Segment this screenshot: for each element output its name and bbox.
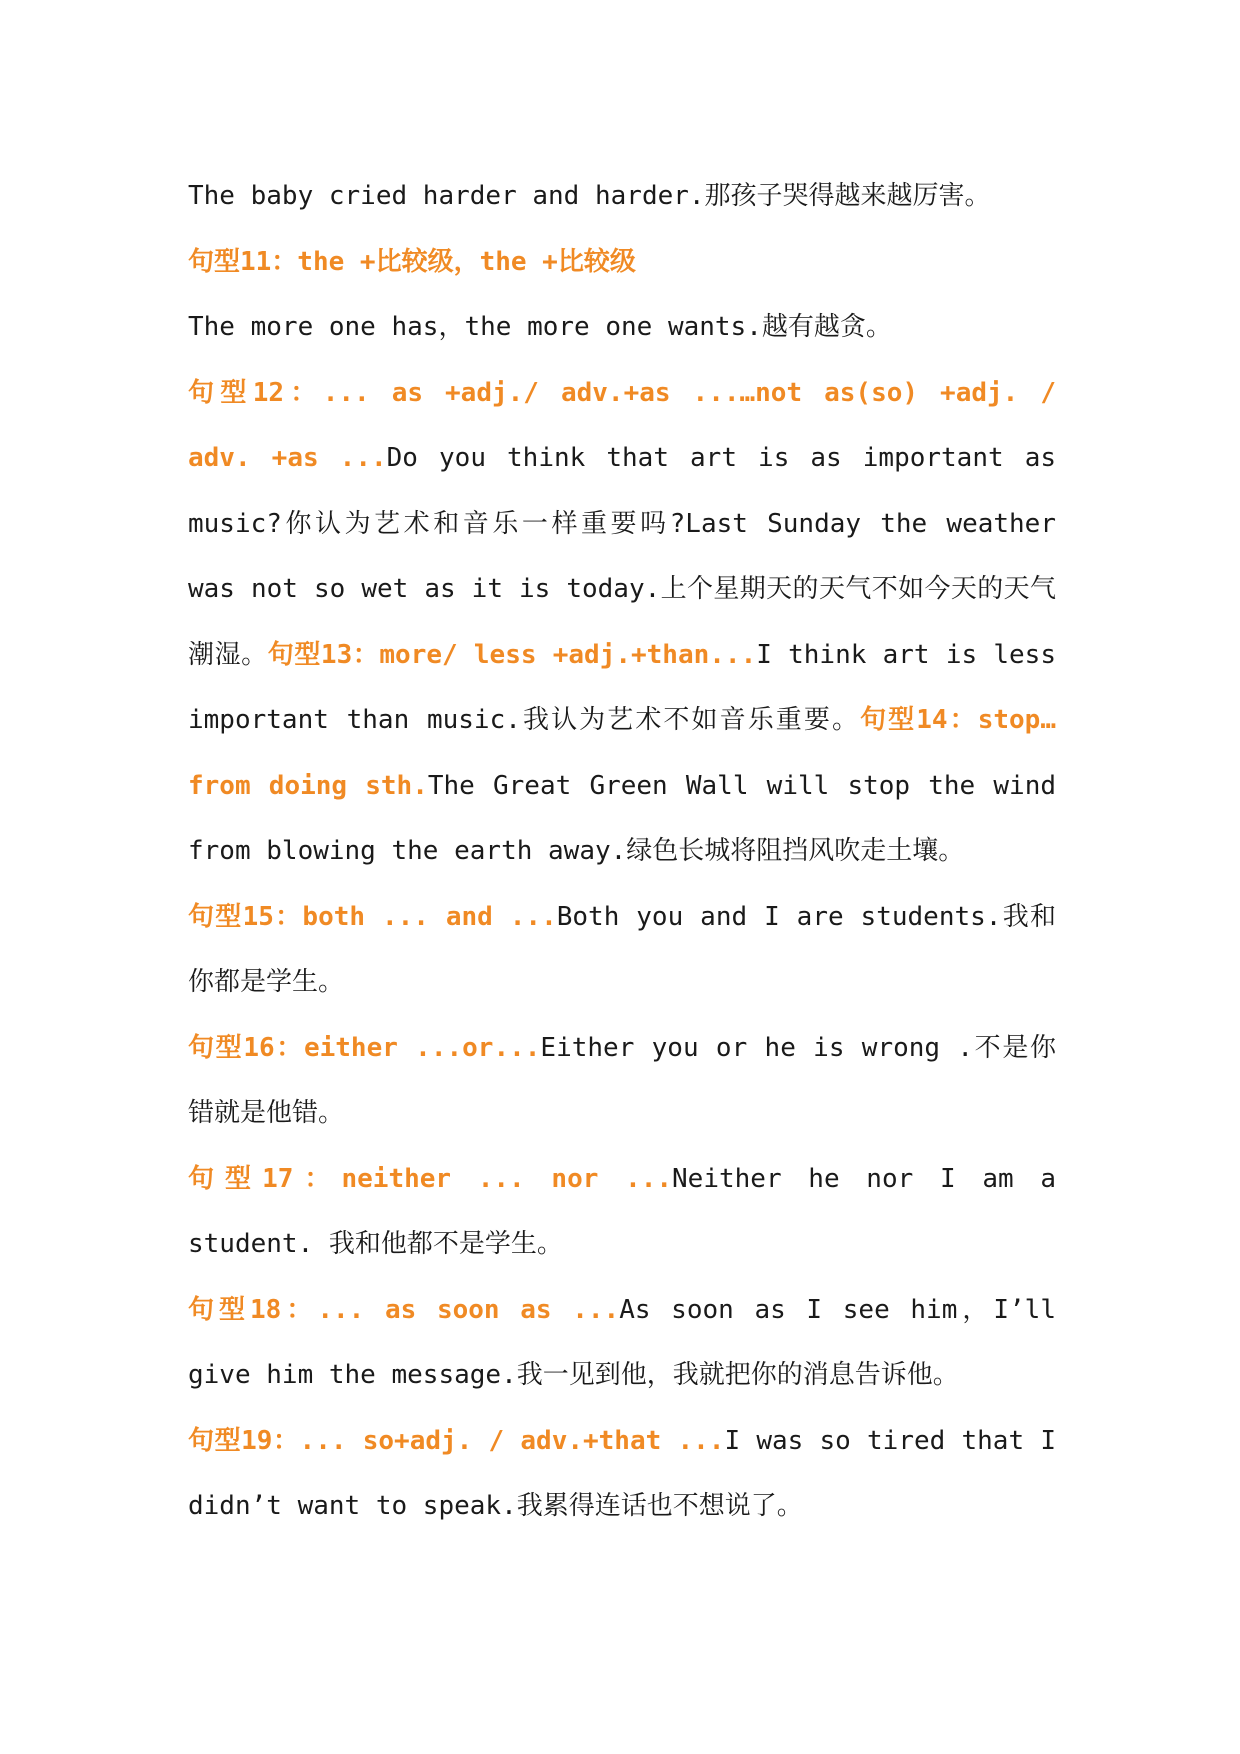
sentence-pattern-heading: 句型11：the +比较级，the +比较级 bbox=[188, 246, 636, 277]
example-sentence: The baby cried harder and harder.那孩子哭得越来越厉害。 bbox=[188, 181, 991, 211]
paragraph bbox=[188, 295, 1056, 361]
example-sentence: As soon as I see him，I’ll give him the message.我一见到他，我就把你的消息告诉他。 bbox=[188, 1294, 1056, 1390]
document-page bbox=[188, 164, 1056, 1540]
sentence-pattern-heading: 句型13：more/ less +adj.+than... bbox=[267, 639, 757, 670]
example-sentence: I think art is less important than music.我认为艺术不如音乐重要。 bbox=[188, 639, 1056, 735]
example-sentence: I was so tired that I didn’t want to speak.我累得连话也不想说了。 bbox=[188, 1425, 1056, 1521]
example-sentence: The Great Green Wall will stop the wind from blowing the earth away.绿色长城将阻挡风吹走土壤。 bbox=[188, 770, 1056, 866]
example-sentence: The more one has，the more one wants.越有越贪。 bbox=[188, 312, 892, 342]
example-sentence: Both you and I are students.我和你都是学生。 bbox=[188, 901, 1056, 997]
paragraph bbox=[188, 1278, 1056, 1409]
example-sentence: Do you think that art is as important as music?你认为艺术和音乐一样重要吗?Last Sunday the weather was not so wet as it is today.上个星期天的天气不如今天的天气潮湿。 bbox=[188, 443, 1057, 670]
paragraph bbox=[188, 1016, 1056, 1147]
paragraph bbox=[188, 885, 1056, 1016]
paragraph bbox=[188, 1147, 1056, 1278]
paragraph bbox=[188, 361, 1056, 885]
sentence-pattern-heading: 句型12：... as +adj./ adv.+as ...…not as(so) +adj. / adv. +as ... bbox=[188, 377, 1056, 473]
example-sentence: Neither he nor I am a student. 我和他都不是学生。 bbox=[188, 1163, 1056, 1259]
sentence-pattern-heading: 句型18：... as soon as ... bbox=[188, 1294, 620, 1325]
sentence-pattern-heading: 句型17：neither ... nor ... bbox=[188, 1163, 673, 1194]
example-sentence: Either you or he is wrong .不是你错就是他错。 bbox=[188, 1032, 1057, 1128]
paragraph bbox=[188, 230, 1056, 296]
sentence-pattern-heading: 句型14：stop…from doing sth. bbox=[188, 705, 1056, 801]
sentence-pattern-heading: 句型19：... so+adj. / adv.+that ... bbox=[188, 1425, 725, 1456]
sentence-pattern-heading: 句型16：either ...or... bbox=[188, 1032, 541, 1063]
paragraph bbox=[188, 164, 1056, 230]
paragraph bbox=[188, 1409, 1056, 1540]
sentence-pattern-heading: 句型15：both ... and ... bbox=[188, 901, 557, 932]
